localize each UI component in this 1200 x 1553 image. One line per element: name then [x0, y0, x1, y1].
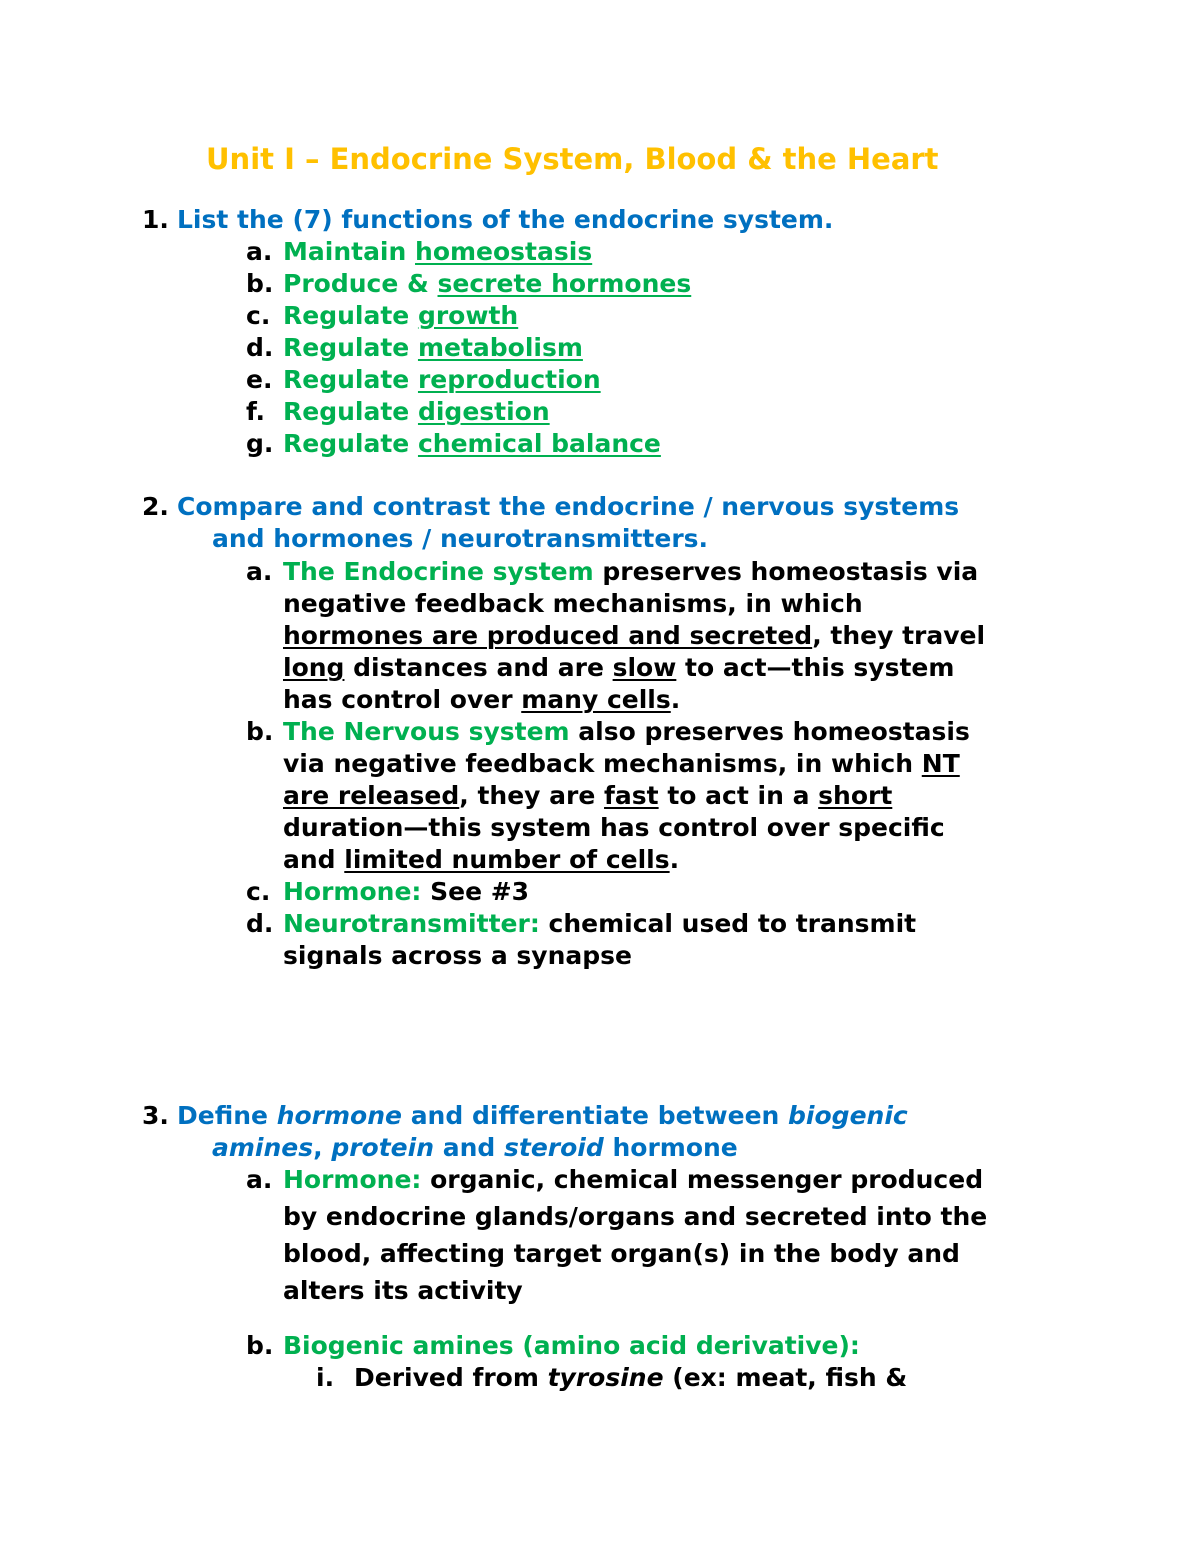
question-number: 2. — [142, 492, 169, 521]
answer-text: , they are — [459, 781, 605, 810]
list-item-letter: b. — [246, 269, 274, 298]
answer-line: by endocrine glands/organs and secreted into the — [283, 1202, 988, 1231]
answer-line — [283, 783, 892, 808]
answer-line: duration—this system has control over specific — [283, 813, 945, 842]
item-underlined: homeostasis — [415, 237, 593, 266]
question-text: Define — [177, 1101, 277, 1130]
answer-underlined: fast — [604, 781, 659, 810]
list-item — [283, 303, 518, 328]
answer-heading: Hormone: — [283, 1165, 422, 1194]
answer-heading: The Endocrine system — [283, 557, 594, 586]
answer-line — [283, 655, 954, 680]
answer-text: See #3 — [421, 877, 530, 906]
list-item-letter: b. — [246, 1331, 274, 1360]
answer-underlined: slow — [612, 653, 677, 682]
answer-line — [283, 559, 978, 584]
question-term: hormone — [276, 1101, 402, 1130]
answer-line — [283, 911, 916, 936]
answer-line: negative feedback mechanisms, in which — [283, 589, 863, 618]
question-text: and differentiate between — [401, 1101, 789, 1130]
question-term: steroid — [504, 1133, 604, 1162]
question-text: and — [434, 1133, 504, 1162]
question-number: 3. — [142, 1101, 169, 1130]
answer-heading: The Nervous system — [283, 717, 570, 746]
list-item-letter: c. — [246, 301, 271, 330]
item-text: Produce & — [283, 269, 438, 298]
answer-text: . — [669, 845, 680, 874]
answer-line — [283, 719, 970, 744]
answer-text: . — [670, 685, 681, 714]
answer-underlined: long — [283, 653, 345, 682]
answer-text: (ex: meat, fish & — [663, 1363, 908, 1392]
sub-item-numeral: i. — [316, 1363, 335, 1392]
item-text: Regulate — [283, 397, 418, 426]
answer-heading: Hormone: — [283, 877, 422, 906]
item-underlined: secrete hormones — [437, 269, 692, 298]
list-item — [283, 399, 550, 424]
answer-text: organic, chemical messenger produced — [421, 1165, 984, 1194]
answer-line — [283, 1167, 983, 1192]
answer-text: to act in a — [658, 781, 819, 810]
answer-underlined: limited number of cells — [344, 845, 670, 874]
item-underlined: metabolism — [417, 333, 583, 362]
answer-text: Derived from — [354, 1363, 548, 1392]
answer-text: and — [283, 845, 345, 874]
question-text-line — [212, 1135, 738, 1160]
answer-underlined: NT — [921, 749, 960, 778]
answer-line — [283, 847, 679, 872]
answer-underlined: hormones are produced and secreted — [283, 621, 813, 650]
item-underlined: chemical balance — [417, 429, 661, 458]
list-item-letter: f. — [246, 397, 266, 426]
question-text: , — [313, 1133, 332, 1162]
list-item — [283, 239, 592, 264]
answer-heading: Biogenic amines (amino acid derivative): — [283, 1331, 860, 1360]
question-text-line — [177, 1103, 908, 1128]
question-number: 1. — [142, 205, 169, 234]
item-text: Regulate — [283, 301, 418, 330]
list-item — [283, 271, 691, 296]
item-underlined: digestion — [417, 397, 550, 426]
list-item-letter: c. — [246, 877, 271, 906]
question-text: hormone — [603, 1133, 738, 1162]
item-text: Maintain — [283, 237, 416, 266]
item-underlined: growth — [417, 301, 519, 330]
item-underlined: reproduction — [417, 365, 601, 394]
list-item — [283, 335, 583, 360]
item-text: Regulate — [283, 333, 418, 362]
question-text: List the (7) functions of the endocrine system. — [177, 205, 834, 234]
list-item-letter: a. — [246, 557, 273, 586]
answer-text: also preserves homeostasis — [569, 717, 970, 746]
question-text-line: and hormones / neurotransmitters. — [212, 524, 709, 553]
list-item-letter: d. — [246, 909, 274, 938]
answer-text: , they travel — [812, 621, 986, 650]
answer-text: distances and are — [344, 653, 613, 682]
answer-text: has control over — [283, 685, 522, 714]
list-item-letter: d. — [246, 333, 274, 362]
answer-text: preserves homeostasis via — [593, 557, 979, 586]
item-text: Regulate — [283, 429, 418, 458]
list-item — [283, 367, 601, 392]
question-term: protein — [331, 1133, 435, 1162]
answer-term: tyrosine — [547, 1363, 664, 1392]
answer-line — [283, 879, 529, 904]
answer-text: via negative feedback mechanisms, in which — [283, 749, 922, 778]
answer-line — [283, 687, 680, 712]
item-text: Regulate — [283, 365, 418, 394]
list-item-letter: g. — [246, 429, 274, 458]
list-item-letter: e. — [246, 365, 273, 394]
question-term: amines — [212, 1133, 314, 1162]
answer-text: chemical used to transmit — [539, 909, 917, 938]
question-text-line: Compare and contrast the endocrine / nervous systems — [177, 492, 960, 521]
list-item — [283, 431, 661, 456]
answer-line: signals across a synapse — [283, 941, 632, 970]
list-item-letter: a. — [246, 1165, 273, 1194]
answer-heading: Neurotransmitter: — [283, 909, 540, 938]
answer-line: alters its activity — [283, 1276, 523, 1305]
answer-underlined: are released — [283, 781, 460, 810]
answer-line — [283, 623, 985, 648]
answer-underlined: short — [818, 781, 893, 810]
answer-underlined: many cells — [521, 685, 671, 714]
answer-text: to act—this system — [676, 653, 955, 682]
question-term: biogenic — [788, 1101, 908, 1130]
document-title: Unit I – Endocrine System, Blood & the Heart — [206, 142, 939, 176]
answer-line: blood, affecting target organ(s) in the body and — [283, 1239, 960, 1268]
answer-line — [283, 751, 960, 776]
list-item-letter: b. — [246, 717, 274, 746]
list-item-letter: a. — [246, 237, 273, 266]
sub-item-line — [354, 1365, 907, 1390]
